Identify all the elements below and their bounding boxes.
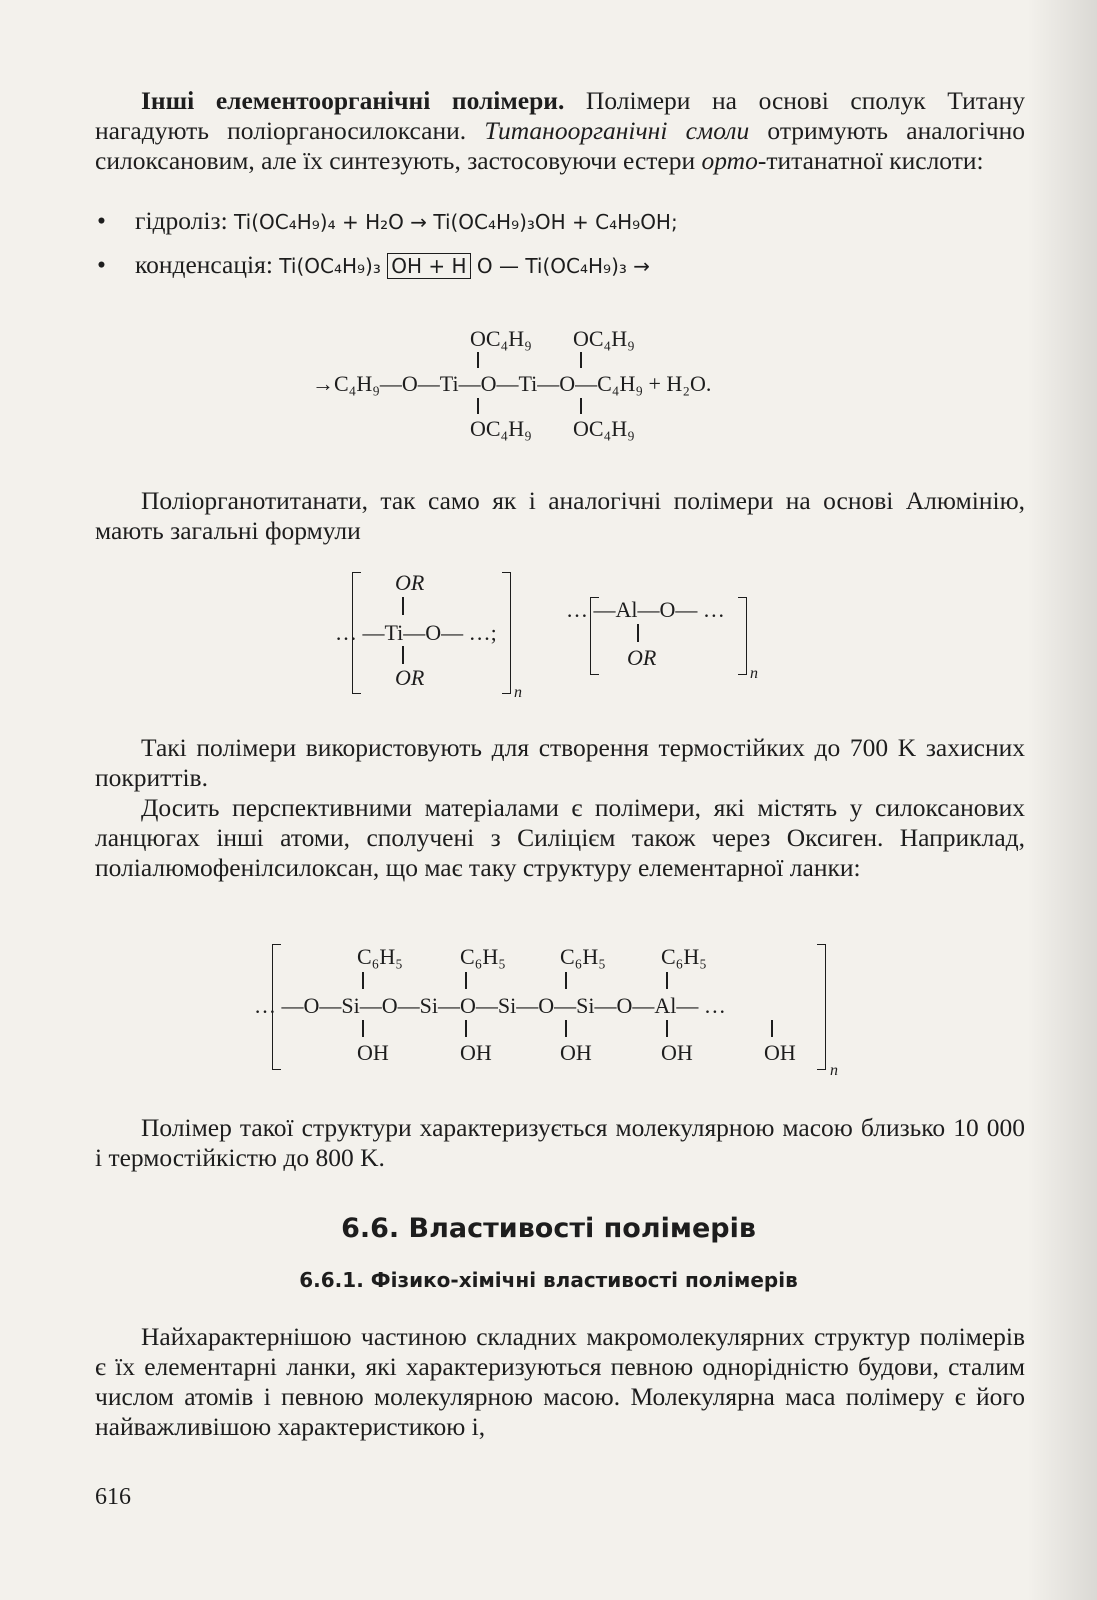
paragraph-siloxane: Досить перспективними матеріалами є полімери, які містять у силоксанових ланцюгах інші атоми, сполучені з Силіцієм також через Оксиген. Наприклад, поліалюмофенілсилоксан, що має таку структуру елементарної ланки:: [95, 793, 1025, 882]
dimer-bottom-sub-2: OC₄H₉: [573, 416, 635, 441]
bullet-hydrolysis: • гідроліз: Ti(OC₄H₉)₄ + H₂O → Ti(OC₄H₉)₃OH + C₄H₉OH;: [97, 206, 678, 235]
paragraph-general-formulas: Поліорганотитанати, так само як і аналогічні полімери на основі Алюмінію, мають загальні формули: [95, 486, 1025, 545]
dimer-top-sub-2: OC₄H₉: [573, 326, 635, 351]
hydrolysis-equation: Ti(OC₄H₉)₄ + H₂O → Ti(OC₄H₉)₃OH + C₄H₉OH;: [234, 210, 678, 234]
paragraph-molecular-mass: Полімер такої структури характеризується молекулярною масою близько 10 000 і термостійкістю до 800 K.: [95, 1113, 1025, 1172]
phenyl-sub-1: C₆H₅: [357, 944, 403, 969]
aluminate-index: n: [750, 665, 758, 682]
siloxane-index: n: [830, 1062, 838, 1079]
section-title: 6.6. Властивості полімерів: [341, 1213, 756, 1244]
intro-title: Інші елементоорганічні полімери.: [141, 86, 565, 115]
titanate-chain: … —Ti—O— …;: [335, 620, 497, 645]
dimer-bottom-sub-1: OC₄H₉: [470, 416, 532, 441]
titanate-bottom-sub: OR: [395, 665, 425, 690]
hydroxy-sub-4: OH: [661, 1040, 693, 1065]
paragraph-intro: Інші елементоорганічні полімери. Полімери на основі сполук Титану нагадують поліорганосилоксани. Титаноорганічні смоли отримують аналогічно силоксановим, але їх синтезують, застосовуючи естери орто-титанатної кислоти:: [95, 86, 1026, 175]
page-edge-shadow: [1027, 0, 1097, 1600]
aluminate-chain: … —Al—O— …: [566, 597, 725, 622]
hydroxy-sub-1: OH: [357, 1040, 389, 1065]
titanate-index: n: [514, 684, 522, 701]
dimer-chain: →C₄H₉—O—Ti—O—Ti—O—C₄H₉ + H₂O.: [312, 371, 712, 396]
hydroxy-sub-3: OH: [560, 1040, 592, 1065]
paragraph-coatings: Такі полімери використовують для створення термостійких до 700 K захисних покриттів.: [95, 733, 1025, 792]
paragraph-structure: Найхарактернішою частиною складних макромолекулярних структур полімерів є їх елементарні ланки, які характеризуються певною однорідністю будови, сталим числом атомів і певною молекулярною масою. Молекулярна маса полімеру є його найважливішою характеристикою і,: [95, 1322, 1025, 1441]
phenyl-sub-4: C₆H₅: [661, 944, 707, 969]
dimer-top-sub-1: OC₄H₉: [470, 326, 532, 351]
bullet-condensation: • конденсація: Ti(OC₄H₉)₃ OH + H O — Ti(OC₄H₉)₃ →: [97, 250, 651, 279]
phenyl-sub-3: C₆H₅: [560, 944, 606, 969]
titanate-top-sub: OR: [395, 570, 425, 595]
condensation-equation: Ti(OC₄H₉)₃ OH + H O — Ti(OC₄H₉)₃ →: [279, 254, 651, 278]
page-number: 616: [95, 1484, 131, 1510]
siloxane-chain: … —O—Si—O—Si—O—Si—O—Si—O—Al— …: [254, 993, 726, 1018]
highlight-box: OH + H: [387, 253, 470, 279]
phenyl-sub-2: C₆H₅: [460, 944, 506, 969]
hydroxy-sub-5: OH: [764, 1040, 796, 1065]
subsection-title: 6.6.1. Фізико-хімічні властивості полімерів: [299, 1268, 798, 1292]
hydroxy-sub-2: OH: [460, 1040, 492, 1065]
aluminate-bottom-sub: OR: [627, 645, 657, 670]
